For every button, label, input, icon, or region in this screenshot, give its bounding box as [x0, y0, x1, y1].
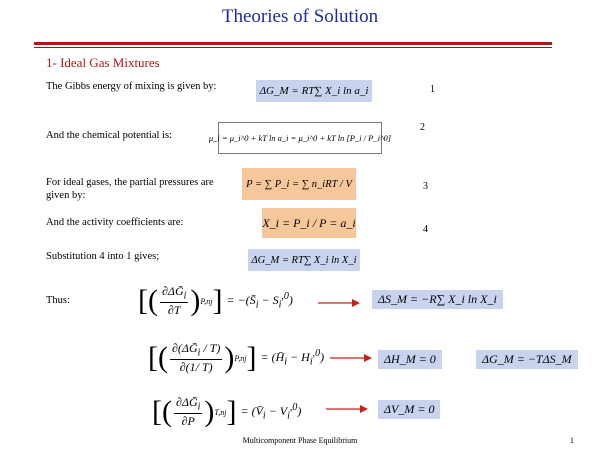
thus-text: Thus:	[46, 295, 70, 306]
partial-pressure-equation-text: P = ∑ P_i = ∑ n_iRT / V	[246, 178, 352, 190]
substitution-equation	[248, 249, 360, 271]
title-divider-thin	[34, 47, 552, 48]
activity-text: And the activity coefficients are:	[46, 217, 184, 228]
volume-result: ΔV_M = 0	[378, 400, 440, 419]
arrow-icon	[318, 298, 360, 308]
arrow-icon	[330, 353, 372, 363]
entropy-derivative-equation: [( $\frac{\partial\Delta Ḡ_i}{\partial T}$ ) P,nj ] = $-(S̄_i - S_i^{,0})$	[138, 284, 293, 317]
gibbs-text: The Gibbs energy of mixing is given by:	[46, 81, 217, 92]
equation-number-1: 1	[430, 84, 435, 95]
partial-pressure-text: For ideal gases, the partial pressures are given by:	[46, 177, 214, 201]
partial-pressure-equation	[242, 168, 356, 200]
enthalpy-result: ΔH_M = 0	[378, 350, 442, 369]
substitution-equation-text: ΔG_M = RT∑ X_i ln X_i	[251, 254, 357, 266]
activity-equation-text: X_i = P_i / P = a_i	[262, 215, 356, 230]
volume-derivative-equation: [( $\frac{\partial\Delta Ḡ_i}{\partial P}$ ) T,nj ] = $(V̄_i - V_i^{,0})$	[152, 395, 302, 428]
chem-potential-equation	[208, 122, 392, 154]
enthalpy-derivative-equation: [( $\frac{\partial(\Delta Ḡ_i / T)}{\partial(1/ T)}$ ) P,nj ] = $(H̄_i - H_i^{,0})$	[148, 341, 325, 374]
page-number: 1	[570, 436, 574, 445]
title-divider-thick	[34, 42, 552, 45]
gibbs-equation-text: ΔG_M = RT∑ X_i ln a_i	[259, 85, 369, 97]
entropy-result: ΔS_M = −R∑ X_i ln X_i	[372, 290, 503, 309]
footer-title: Multicomponent Phase Equilibrium	[242, 436, 358, 445]
equation-number-3: 3	[423, 181, 428, 192]
equation-number-4: 4	[423, 224, 428, 235]
gibbs-entropy-result: ΔG_M = −TΔS_M	[476, 350, 578, 369]
chem-potential-equation-text: μ_i = μ_i^0 + kT ln a_i = μ_i^0 + kT ln [P_i / P_i^0]	[208, 133, 392, 143]
activity-equation	[262, 208, 356, 238]
section-heading: 1- Ideal Gas Mixtures	[46, 55, 160, 70]
equation-number-2: 2	[420, 122, 425, 133]
page-title: Theories of Solution	[221, 6, 379, 27]
gibbs-equation	[256, 80, 372, 102]
chem-potential-text: And the chemical potential is:	[46, 130, 172, 141]
substitution-text: Substitution 4 into 1 gives;	[46, 251, 160, 262]
arrow-icon	[326, 404, 368, 414]
